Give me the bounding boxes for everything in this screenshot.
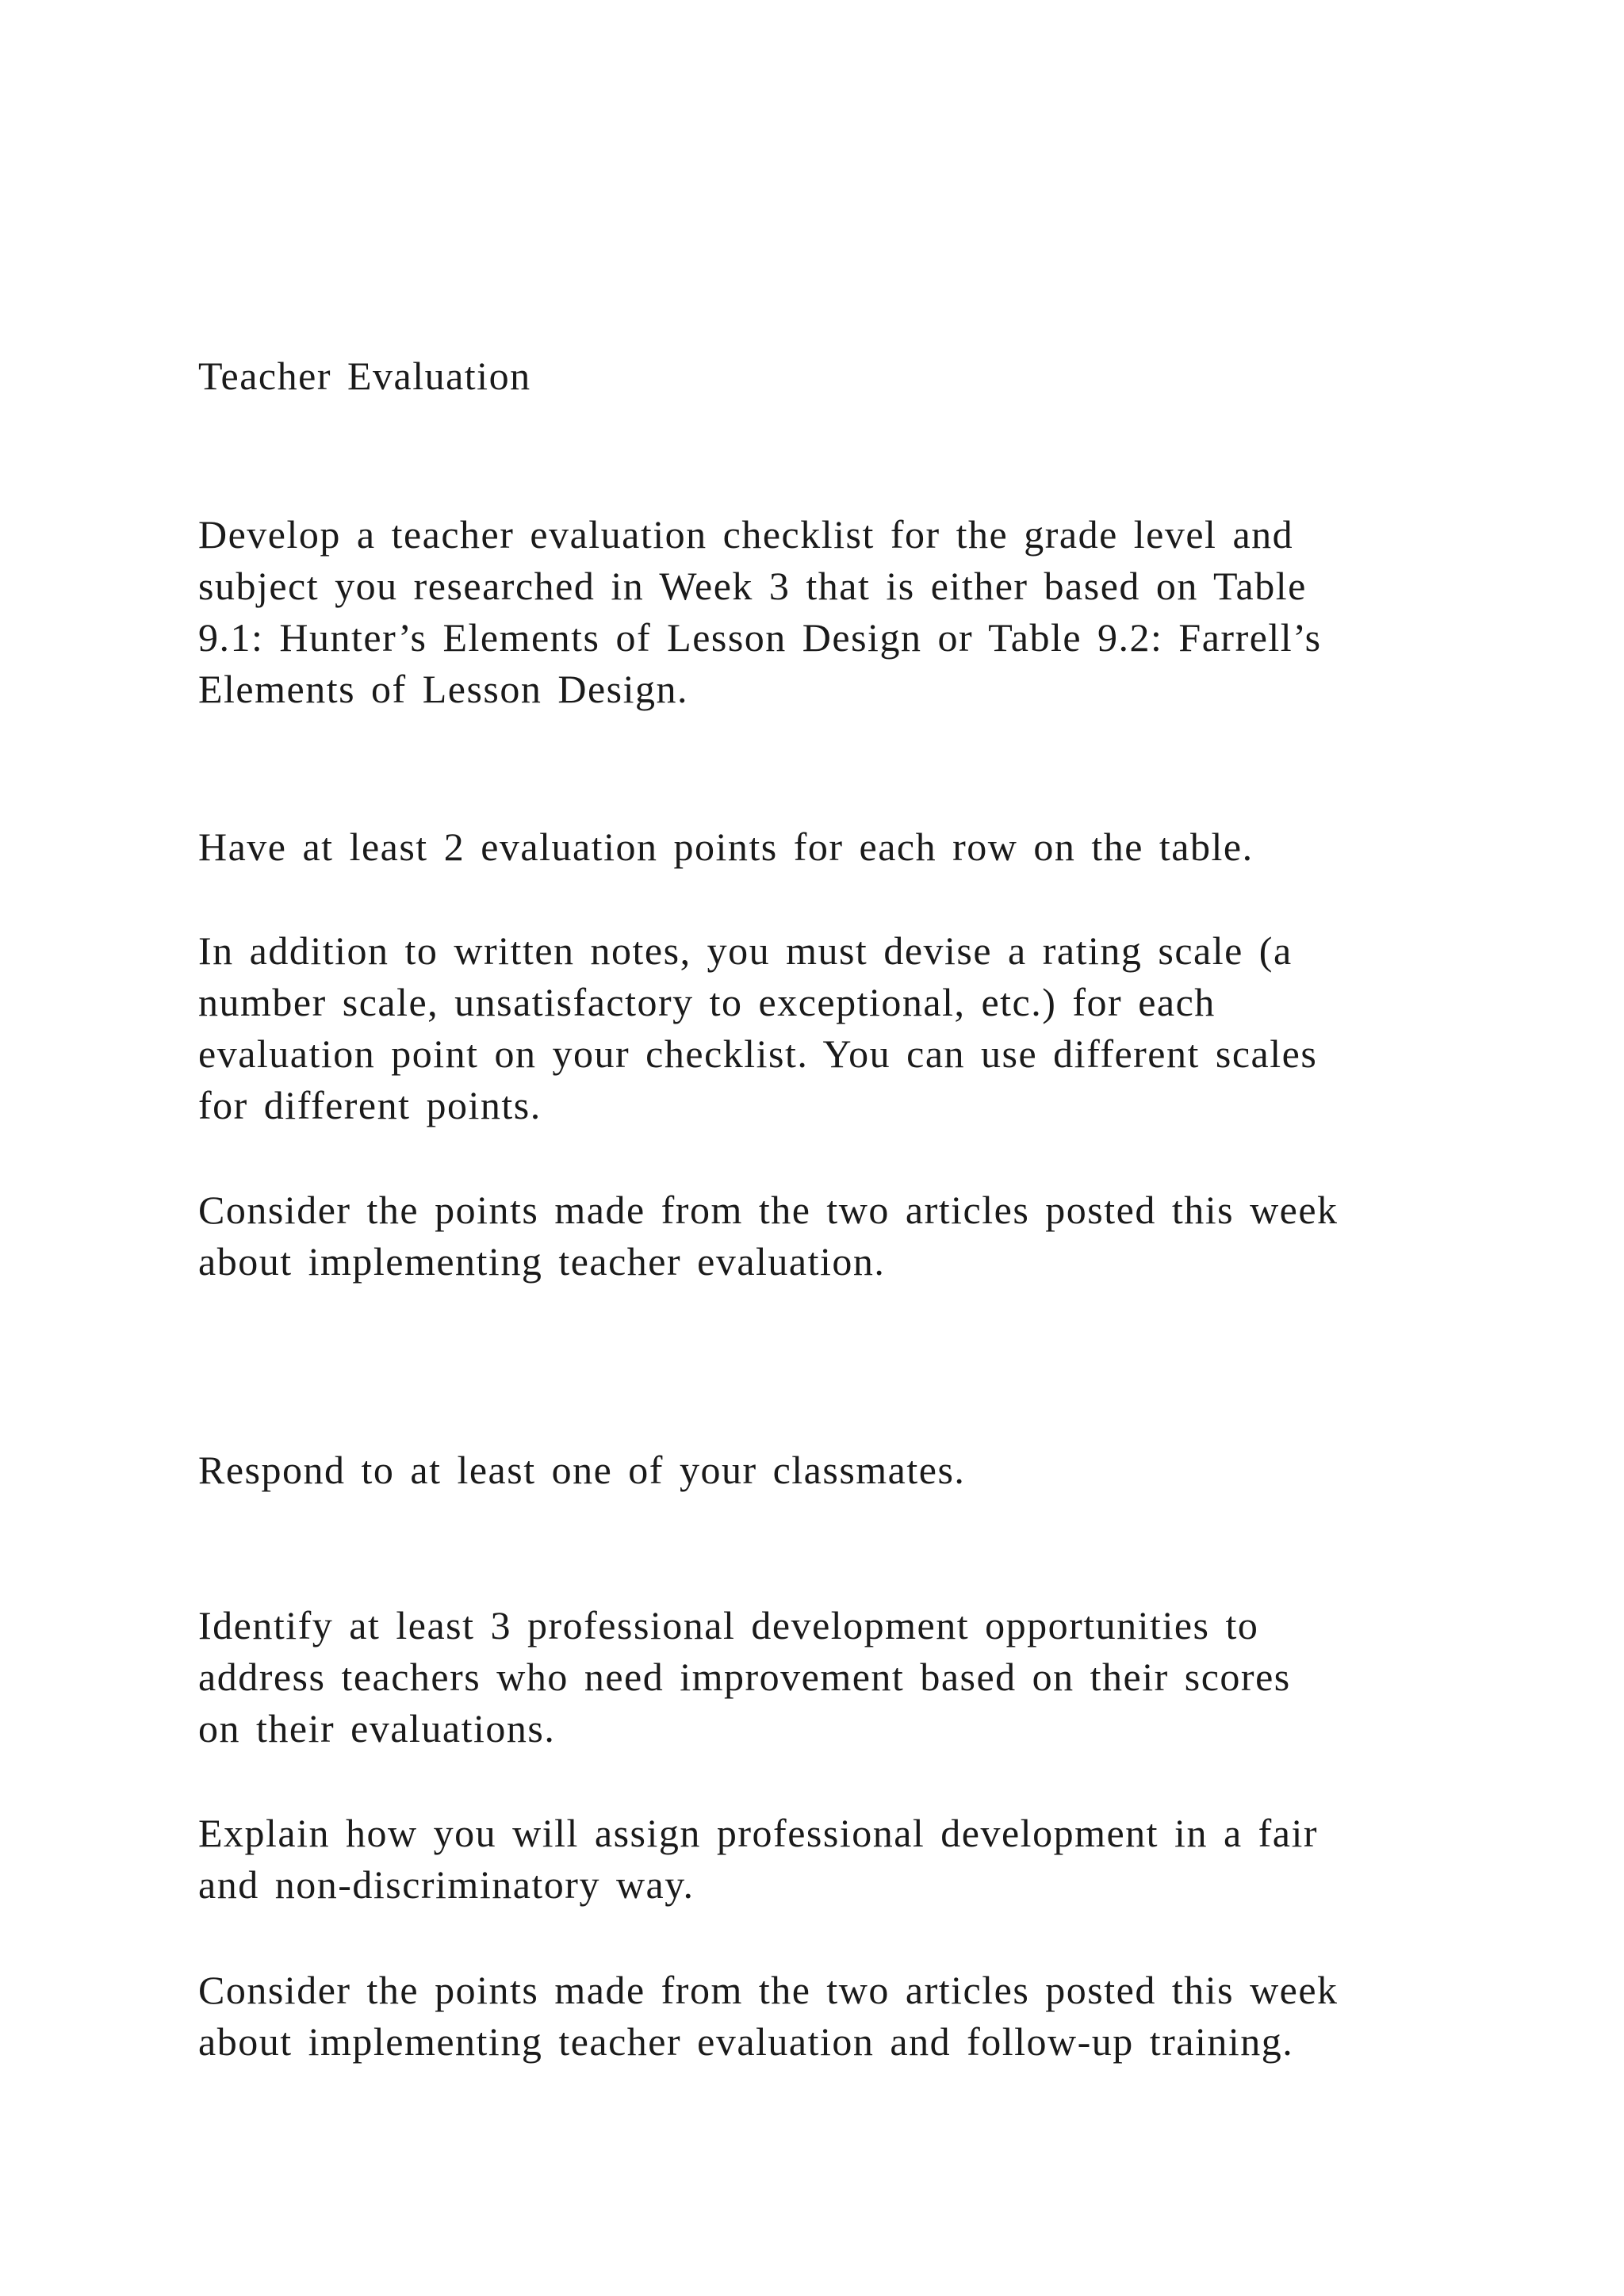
- paragraph-consider-articles: [198, 1184, 1467, 1288]
- text-line: evaluation point on your checklist. You can use different scales: [198, 1031, 1318, 1076]
- text-line: Have at least 2 evaluation points for each row on the table.: [198, 825, 1254, 869]
- paragraph-checklist-instructions: [198, 509, 1467, 715]
- paragraph-consider-articles-training: [198, 1965, 1467, 2068]
- text-line: and non-discriminatory way.: [198, 1862, 695, 1907]
- text-line: 9.1: Hunter’s Elements of Lesson Design or Table 9.2: Farrell’s: [198, 615, 1322, 660]
- text-line: subject you researched in Week 3 that is either based on Table: [198, 564, 1307, 608]
- text-line: about implementing teacher evaluation and follow-up training.: [198, 2019, 1294, 2064]
- text-line: Identify at least 3 professional development opportunities to: [198, 1603, 1259, 1647]
- text-line: Explain how you will assign professional development in a fair: [198, 1811, 1319, 1855]
- text-line: Respond to at least one of your classmates.: [198, 1448, 966, 1492]
- paragraph-evaluation-points: [198, 821, 1467, 873]
- paragraph-professional-development: [198, 1600, 1467, 1755]
- paragraph-assign-fairly: [198, 1808, 1467, 1911]
- document-title: [198, 350, 1467, 402]
- text-line: Elements of Lesson Design.: [198, 667, 689, 711]
- text-line: Consider the points made from the two articles posted this week: [198, 1968, 1339, 2012]
- paragraph-respond-classmates: [198, 1445, 1467, 1496]
- text-line: about implementing teacher evaluation.: [198, 1239, 886, 1284]
- text-line: number scale, unsatisfactory to exceptional, etc.) for each: [198, 980, 1216, 1024]
- text-line: on their evaluations.: [198, 1706, 556, 1751]
- text-line: for different points.: [198, 1083, 542, 1127]
- paragraph-rating-scale: [198, 925, 1467, 1131]
- text-line: In addition to written notes, you must devise a rating scale (a: [198, 928, 1293, 973]
- title-text: Teacher Evaluation: [198, 354, 531, 398]
- text-line: Consider the points made from the two articles posted this week: [198, 1188, 1339, 1232]
- text-line: address teachers who need improvement based on their scores: [198, 1655, 1291, 1699]
- text-line: Develop a teacher evaluation checklist for the grade level and: [198, 512, 1294, 557]
